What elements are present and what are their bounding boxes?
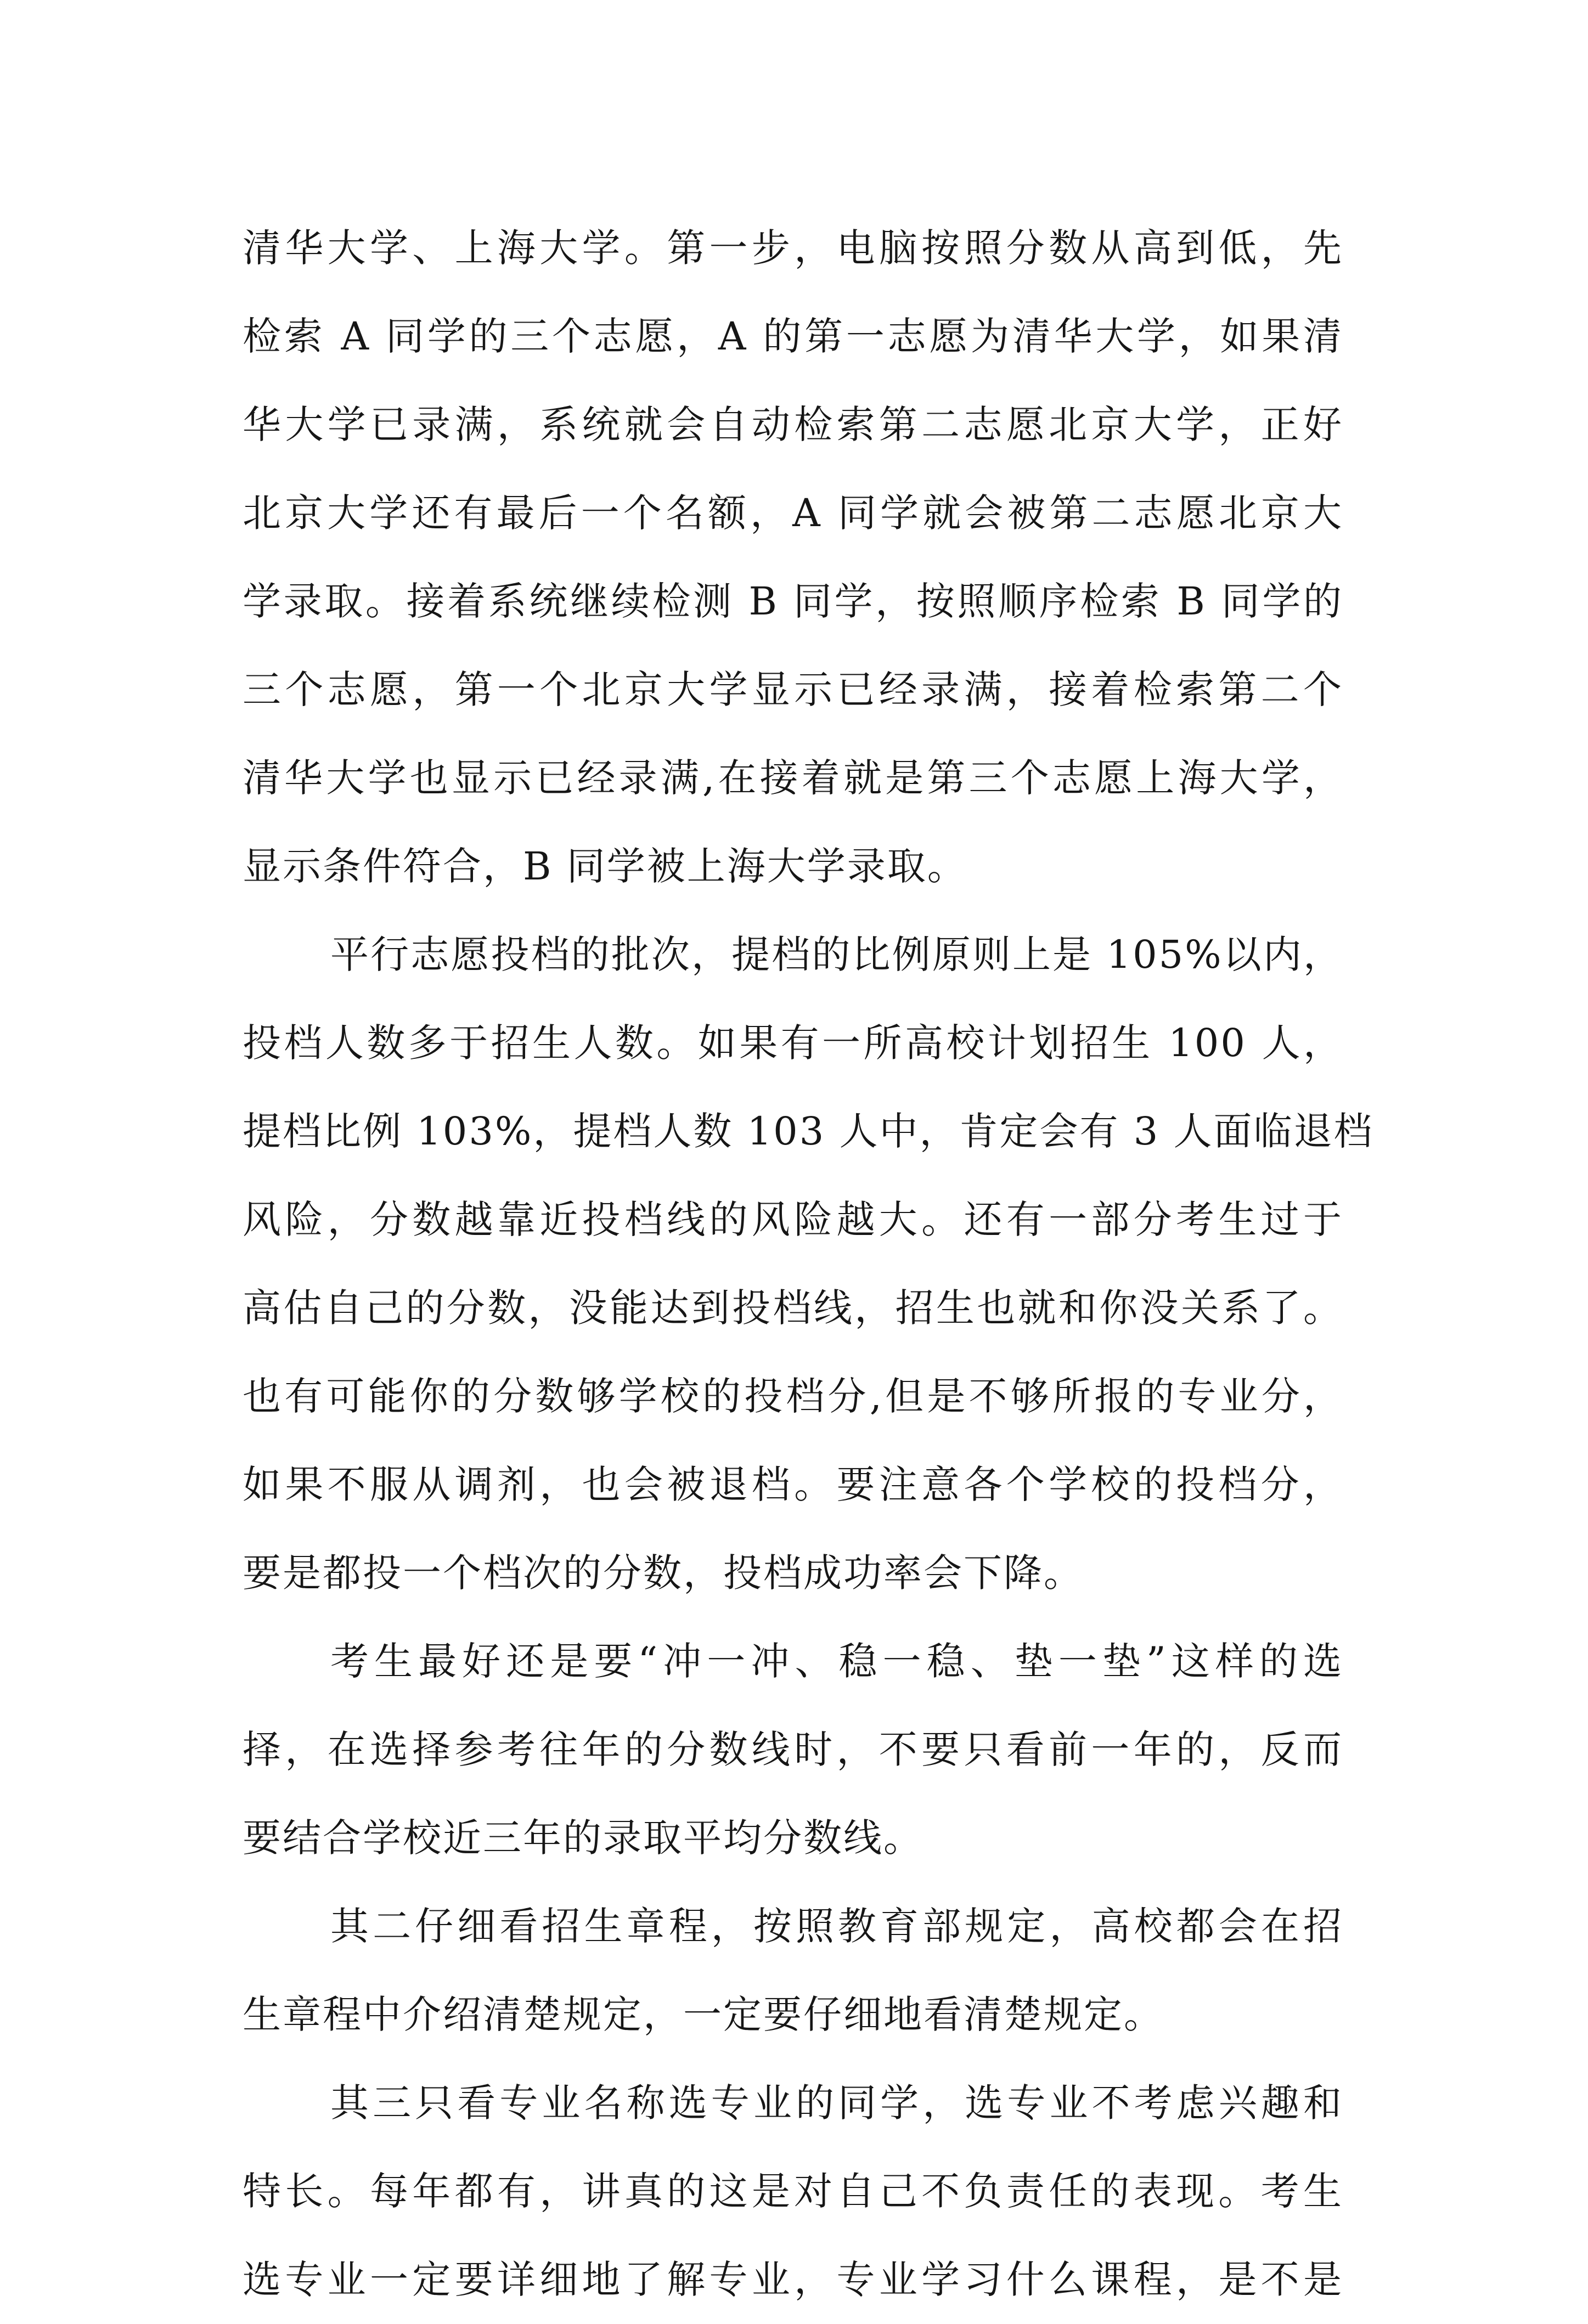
text-line: 提档比例 103%，提档人数 103 人中，肯定会有 3 人面临退档 — [243, 1109, 1374, 1154]
text-line: 显示条件符合，B 同学被上海大学录取。 — [243, 844, 967, 889]
paragraph-first-line: 其二仔细看招生章程，按照教育部规定，高校都会在招 — [330, 1904, 1343, 1949]
text-line: 投档人数多于招生人数。如果有一所高校计划招生 100 人， — [243, 1020, 1343, 1065]
text-line: 如果不服从调剂，也会被退档。要注意各个学校的投档分， — [243, 1462, 1343, 1507]
paragraph-first-line: 其三只看专业名称选专业的同学，选专业不考虑兴趣和 — [330, 2080, 1343, 2125]
text-line: 要结合学校近三年的录取平均分数线。 — [243, 1815, 923, 1860]
text-line: 生章程中介绍清楚规定，一定要仔细地看清楚规定。 — [243, 1992, 1164, 2037]
text-line: 要是都投一个档次的分数，投档成功率会下降。 — [243, 1550, 1084, 1595]
text-line: 北京大学还有最后一个名额，A 同学就会被第二志愿北京大 — [243, 490, 1343, 535]
paragraph-first-line: 平行志愿投档的批次，提档的比例原则上是 105%以内， — [330, 932, 1343, 977]
paragraph-first-line: 考生最好还是要“冲一冲、稳一稳、垫一垫”这样的选 — [330, 1639, 1343, 1684]
text-line: 高估自己的分数，没能达到投档线，招生也就和你没关系了。 — [243, 1285, 1343, 1330]
text-line: 检索 A 同学的三个志愿，A 的第一志愿为清华大学，如果清 — [243, 314, 1343, 359]
text-line: 清华大学也显示已经录满,在接着就是第三个志愿上海大学， — [243, 755, 1343, 800]
text-line: 风险，分数越靠近投档线的风险越大。还有一部分考生过于 — [243, 1197, 1343, 1242]
text-line: 学录取。接着系统继续检测 B 同学，按照顺序检索 B 同学的 — [243, 579, 1343, 624]
text-line: 清华大学、上海大学。第一步，电脑按照分数从高到低，先 — [243, 225, 1343, 270]
text-line: 择，在选择参考往年的分数线时，不要只看前一年的，反而 — [243, 1727, 1343, 1772]
text-line: 华大学已录满，系统就会自动检索第二志愿北京大学，正好 — [243, 402, 1343, 447]
text-line: 选专业一定要详细地了解专业，专业学习什么课程，是不是 — [243, 2257, 1343, 2302]
text-line: 特长。每年都有，讲真的这是对自己不负责任的表现。考生 — [243, 2169, 1343, 2214]
text-line: 也有可能你的分数够学校的投档分,但是不够所报的专业分， — [243, 1374, 1343, 1419]
text-line: 三个志愿，第一个北京大学显示已经录满，接着检索第二个 — [243, 667, 1343, 712]
body-text — [243, 204, 1374, 2324]
